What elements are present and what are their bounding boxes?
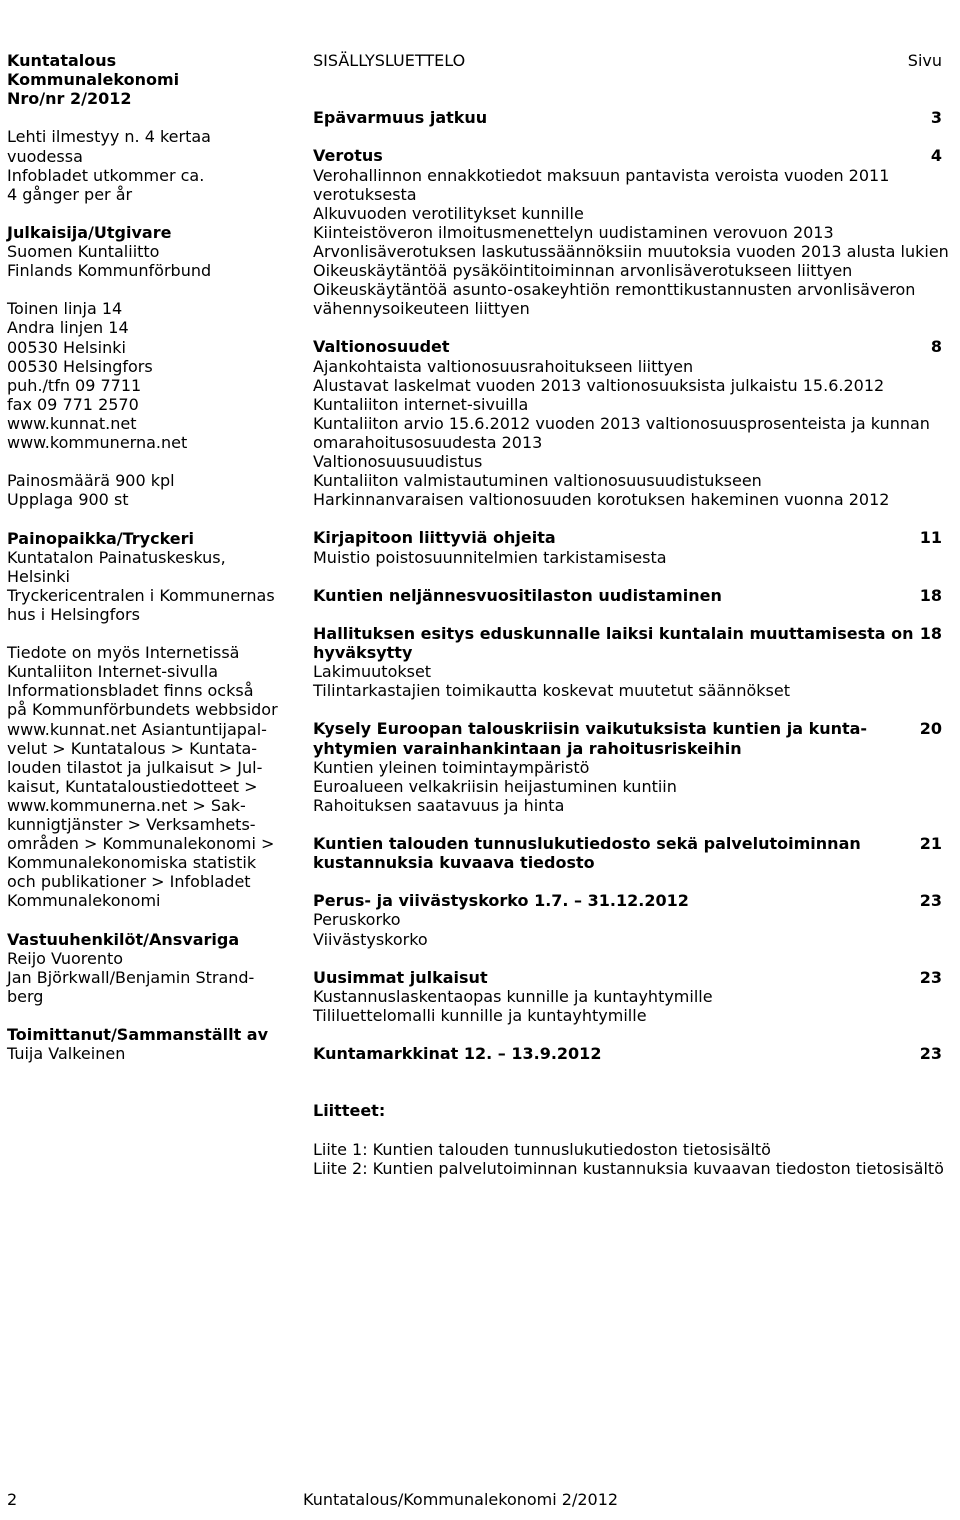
toc-section-title: Liitteet: [313, 1101, 386, 1121]
toc-entry: Lakimuutokset [313, 662, 432, 682]
toc-page-number: 23 [919, 891, 942, 911]
toc-entry: Oikeuskäytäntöä asunto-osakeyhtiön remonttikustannusten arvonlisäveron [313, 280, 916, 300]
toc-page-number: 20 [919, 719, 942, 739]
colophon-line: Toimittanut/Sammanställt av [7, 1025, 269, 1045]
colophon-line: Tryckericentralen i Kommunernas [7, 585, 275, 605]
colophon-line: Kuntaliiton Internet-sivulla [7, 662, 219, 682]
toc-page-label: Sivu [907, 51, 942, 70]
colophon-line: på Kommunförbundets webbsidor [7, 700, 278, 720]
toc-section-title: Verotus [313, 146, 383, 166]
toc-entry: Arvonlisäverotuksen laskutussäännöksiin muutoksia vuoden 2013 alusta lukien [313, 241, 949, 261]
colophon-line: 00530 Helsinki [7, 337, 126, 357]
toc-entry: Kuntien yleinen toimintaympäristö [313, 757, 590, 777]
toc-section-title: Hallituksen esitys eduskunnalle laiksi kuntalain muuttamisesta on [313, 623, 914, 643]
colophon-line: Julkaisija/Utgivare [7, 222, 172, 242]
toc-section-title: Uusimmat julkaisut [313, 967, 488, 987]
colophon-line: Finlands Kommunförbund [7, 261, 212, 281]
toc-entry: Ajankohtaista valtionosuusrahoitukseen liittyen [313, 356, 694, 376]
colophon-line: www.kommunerna.net [7, 433, 188, 452]
colophon-line: Reijo Vuorento [7, 948, 124, 968]
toc-page-number: 21 [919, 834, 942, 853]
toc-entry: Rahoituksen saatavuus ja hinta [313, 795, 565, 815]
page-number: 2 [7, 1490, 18, 1509]
toc-entry: Liite 2: Kuntien palvelutoiminnan kustannuksia kuvaavan tiedoston tietosisältö [313, 1158, 944, 1178]
colophon-line: 00530 Helsingfors [7, 356, 153, 376]
colophon-line: Helsinki [7, 566, 70, 586]
toc-entry: Muistio poistosuunnitelmien tarkistamisesta [313, 547, 667, 567]
colophon-line: berg [7, 986, 44, 1006]
colophon-line: Vastuuhenkilöt/Ansvariga [7, 929, 240, 949]
colophon-line: Kommunalekonomi [7, 891, 161, 911]
toc-section-title: Kuntien neljännesvuositilaston uudistaminen [313, 585, 722, 605]
toc-section-title: Perus- ja viivästyskorko 1.7. – 31.12.2012 [313, 891, 689, 911]
toc-entry: Alkuvuoden verotilitykset kunnille [313, 203, 584, 223]
toc-page-number: 23 [919, 1044, 942, 1064]
toc-page-number: 11 [919, 528, 942, 548]
colophon-line: kunnigtjänster > Verksamhets- [7, 815, 256, 834]
toc-page-number: 3 [930, 108, 942, 128]
toc-entry: Kuntaliiton valmistautuminen valtionosuusuudistukseen [313, 471, 762, 491]
colophon-line: Andra linjen 14 [7, 318, 129, 338]
toc-entry: Valtionosuusuudistus [313, 452, 483, 471]
colophon-line: Lehti ilmestyy n. 4 kertaa [7, 127, 211, 147]
toc-entry: Kustannuslaskentaopas kunnille ja kuntayhtymille [313, 986, 713, 1006]
toc-page-number: 8 [930, 337, 942, 357]
toc-section-title: kustannuksia kuvaava tiedosto [313, 853, 595, 873]
toc-entry: Harkinnanvaraisen valtionosuuden korotuksen hakeminen vuonna 2012 [313, 490, 890, 510]
toc-section-title: yhtymien varainhankintaan ja rahoitusriskeihin [313, 738, 742, 758]
colophon-line: Tuija Valkeinen [7, 1044, 126, 1064]
colophon-line: Kuntatalous [7, 51, 117, 70]
toc-entry: Viivästyskorko [313, 929, 428, 949]
colophon-line: Kommunalekonomiska statistik [7, 853, 257, 873]
toc-entry: vähennysoikeuteen liittyen [313, 299, 530, 319]
colophon-line: Suomen Kuntaliitto [7, 242, 160, 261]
toc-section-title: Kuntien talouden tunnuslukutiedosto sekä palvelutoiminnan [313, 834, 861, 853]
toc-page-number: 18 [919, 623, 942, 643]
toc-section-title: Epävarmuus jatkuu [313, 108, 488, 128]
publication-name: Kuntatalous/Kommunalekonomi 2/2012 [303, 1490, 619, 1509]
colophon-line: Upplaga 900 st [7, 490, 129, 510]
colophon-line: Tiedote on myös Internetissä [7, 643, 240, 663]
colophon-line: områden > Kommunalekonomi > [7, 834, 275, 854]
toc-entry: Peruskorko [313, 910, 401, 930]
colophon-line: fax 09 771 2570 [7, 394, 139, 414]
colophon-line: Jan Björkwall/Benjamin Strand- [7, 967, 255, 987]
page-footer [0, 1490, 960, 1520]
toc-section-title: Kuntamarkkinat 12. – 13.9.2012 [313, 1044, 602, 1064]
toc-entry: omarahoitusosuudesta 2013 [313, 432, 543, 452]
colophon-line: www.kunnat.net Asiantuntijapal- [7, 719, 267, 739]
colophon-line: www.kunnat.net [7, 413, 137, 433]
colophon-line: kaisut, Kuntataloustiedotteet > [7, 776, 258, 796]
colophon-line: puh./tfn 09 7711 [7, 375, 142, 395]
toc-page-number: 23 [919, 967, 942, 987]
toc-entry: Kuntaliiton arvio 15.6.2012 vuoden 2013 valtionosuusprosenteista ja kunnan [313, 413, 930, 433]
colophon-line: Kuntatalon Painatuskeskus, [7, 547, 226, 567]
colophon-line: hus i Helsingfors [7, 604, 140, 624]
colophon-line: Infobladet utkommer ca. [7, 165, 205, 185]
toc-section-title: Kirjapitoon liittyviä ohjeita [313, 528, 556, 548]
toc-entry: Liite 1: Kuntien talouden tunnuslukutiedoston tietosisältö [313, 1139, 771, 1159]
toc-page-number: 18 [919, 585, 942, 605]
toc-entry: Alustavat laskelmat vuoden 2013 valtionosuuksista julkaistu 15.6.2012 [313, 375, 885, 395]
colophon-line: Kommunalekonomi [7, 70, 180, 90]
colophon-line: Painopaikka/Tryckeri [7, 528, 195, 548]
toc-entry: Kiinteistöveron ilmoitusmenettelyn uudistaminen verovuon 2013 [313, 222, 834, 242]
toc-section-title: hyväksytty [313, 643, 413, 662]
colophon-line: Painosmäärä 900 kpl [7, 471, 175, 491]
toc-entry: Euroalueen velkakriisin heijastuminen kuntiin [313, 776, 677, 796]
colophon-line: louden tilastot ja julkaisut > Jul- [7, 757, 263, 777]
colophon-line: 4 gånger per år [7, 184, 133, 204]
colophon-line: Informationsbladet finns också [7, 681, 254, 701]
toc-entry: Tililuettelomalli kunnille ja kuntayhtymille [313, 1005, 647, 1025]
toc-entry: verotuksesta [313, 184, 417, 204]
toc-section-title: Kysely Euroopan talouskriisin vaikutuksista kuntien ja kunta- [313, 719, 868, 739]
toc-entry: Tilintarkastajien toimikautta koskevat muutetut säännökset [313, 681, 790, 701]
toc-entry: Kuntaliiton internet-sivuilla [313, 394, 529, 414]
toc-title: SISÄLLYSLUETTELO [313, 51, 466, 70]
colophon-line: Nro/nr 2/2012 [7, 89, 132, 109]
colophon-line: Toinen linja 14 [7, 299, 123, 319]
colophon-line: www.kommunerna.net > Sak- [7, 795, 246, 815]
toc-page-number: 4 [930, 146, 942, 166]
colophon-line: vuodessa [7, 146, 83, 166]
toc-section-title: Valtionosuudet [313, 337, 450, 357]
toc-entry: Verohallinnon ennakkotiedot maksuun pantavista veroista vuoden 2011 [313, 165, 890, 185]
colophon-line: velut > Kuntatalous > Kuntata- [7, 738, 258, 758]
colophon-line: och publikationer > Infobladet [7, 872, 251, 892]
toc-entry: Oikeuskäytäntöä pysäköintitoiminnan arvonlisäverotukseen liittyen [313, 261, 853, 280]
